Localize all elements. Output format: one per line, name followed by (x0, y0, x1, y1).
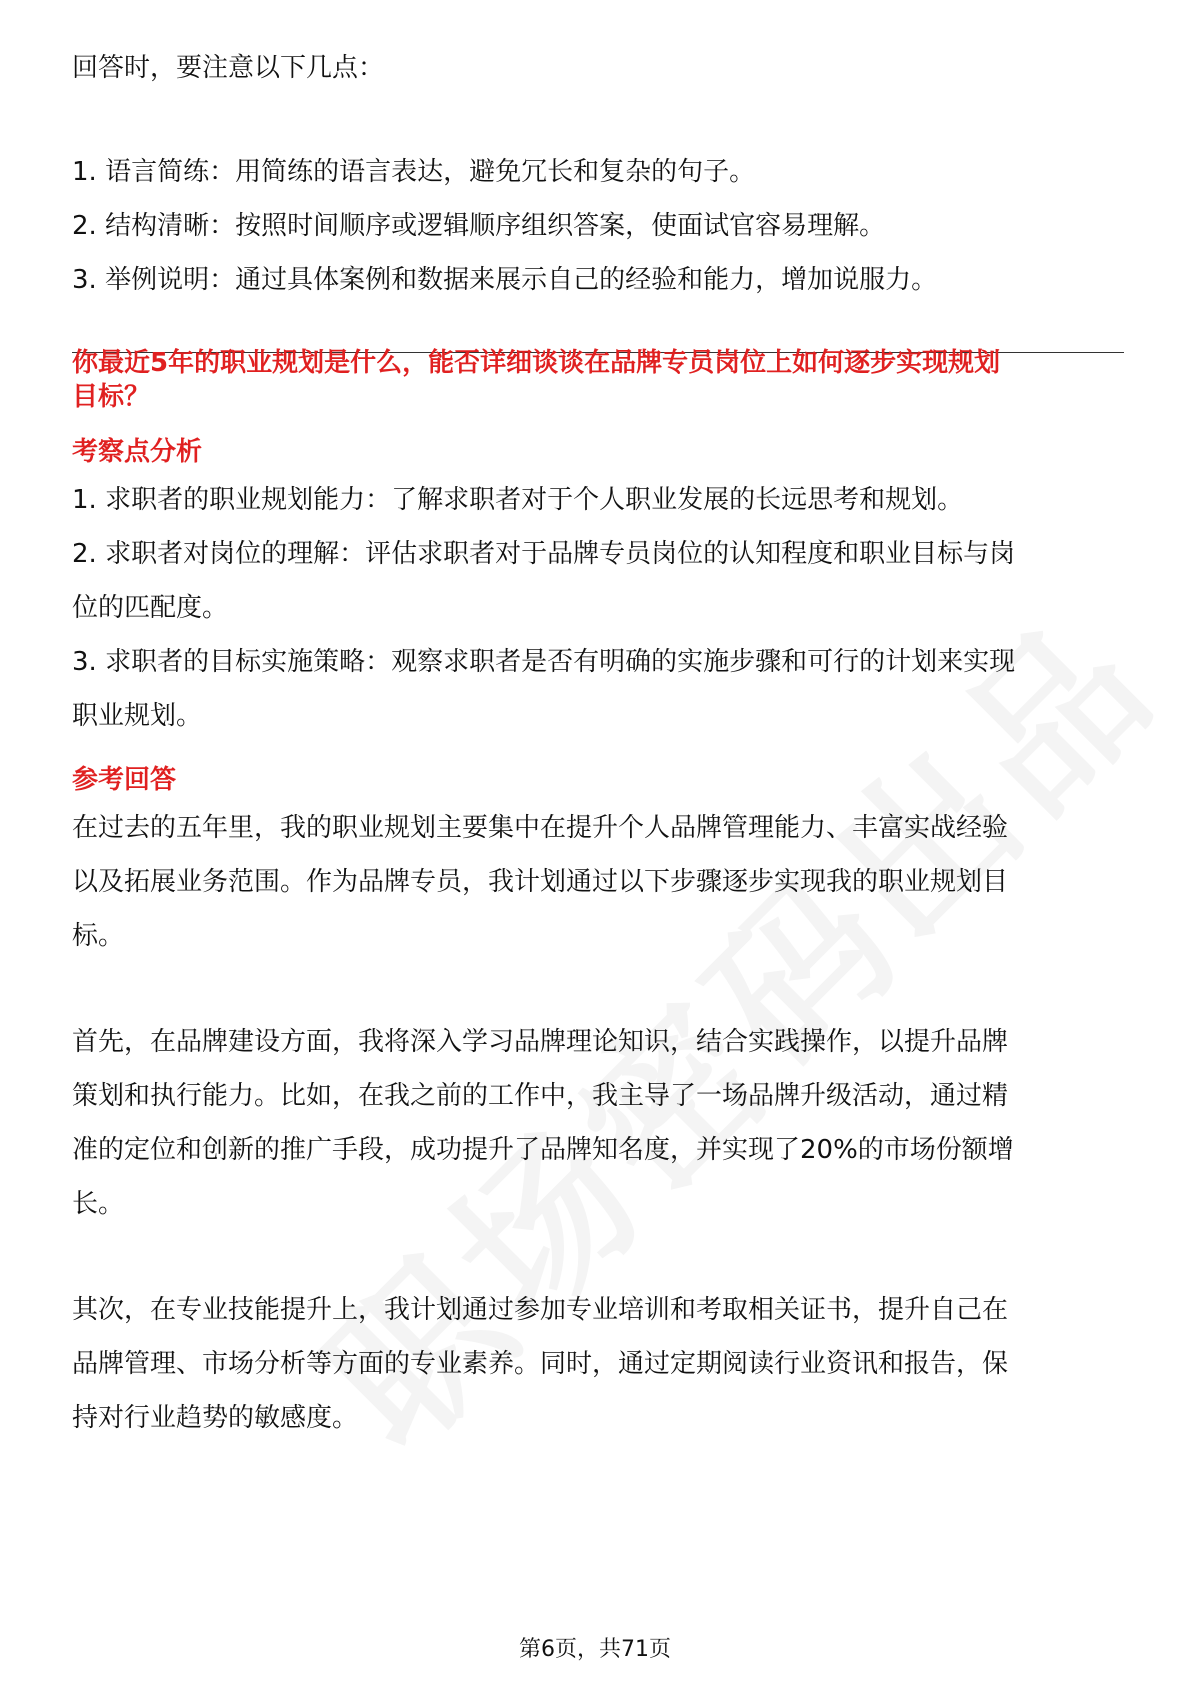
question-line-1: 你最近5年的职业规划是什么，能否详细谈谈在品牌专员岗位上如何逐步实现规划 (72, 348, 1001, 378)
answer-para1-line-2: 以及拓展业务范围。作为品牌专员，我计划通过以下步骤逐步实现我的职业规划目 (72, 867, 1009, 897)
page-number: 第6页，共71页 (519, 1637, 671, 1662)
answer-para3-line-1: 其次，在专业技能提升上，我计划通过参加专业培训和考取相关证书，提升自己在 (72, 1295, 1009, 1325)
answer-para1-line-1: 在过去的五年里，我的职业规划主要集中在提升个人品牌管理能力、丰富实战经验 (72, 813, 1009, 843)
intro-lead: 回答时，要注意以下几点： (72, 53, 385, 83)
answer-para2-line-2: 策划和执行能力。比如，在我之前的工作中，我主导了一场品牌升级活动，通过精 (72, 1081, 1009, 1111)
analysis-line-4: 3. 求职者的目标实施策略：观察求职者是否有明确的实施步骤和可行的计划来实现 (72, 647, 1016, 677)
intro-point-3: 3. 举例说明：通过具体案例和数据来展示自己的经验和能力，增加说服力。 (72, 265, 938, 295)
answer-para2-line-1: 首先，在品牌建设方面，我将深入学习品牌理论知识，结合实践操作，以提升品牌 (72, 1027, 1009, 1057)
question-line-2: 目标？ (72, 382, 151, 412)
answer-para2-line-3: 准的定位和创新的推广手段，成功提升了品牌知名度，并实现了20%的市场份额增 (72, 1135, 1014, 1165)
analysis-line-5: 职业规划。 (72, 701, 203, 731)
answer-para1-line-3: 标。 (72, 921, 125, 951)
analysis-line-1: 1. 求职者的职业规划能力：了解求职者对于个人职业发展的长远思考和规划。 (72, 485, 964, 515)
intro-point-1: 1. 语言简练：用简练的语言表达，避免冗长和复杂的句子。 (72, 157, 756, 187)
answer-para2-line-4: 长。 (72, 1189, 125, 1219)
analysis-line-3: 位的匹配度。 (72, 593, 229, 623)
intro-point-2: 2. 结构清晰：按照时间顺序或逻辑顺序组织答案，使面试官容易理解。 (72, 211, 886, 241)
analysis-title: 考察点分析 (72, 437, 203, 467)
document-page (72, 0, 1124, 1684)
answer-para3-line-2: 品牌管理、市场分析等方面的专业素养。同时，通过定期阅读行业资讯和报告，保 (72, 1349, 1009, 1379)
analysis-line-2: 2. 求职者对岗位的理解：评估求职者对于品牌专员岗位的认知程度和职业目标与岗 (72, 539, 1016, 569)
answer-title: 参考回答 (72, 765, 177, 795)
answer-para3-line-3: 持对行业趋势的敏感度。 (72, 1403, 359, 1433)
